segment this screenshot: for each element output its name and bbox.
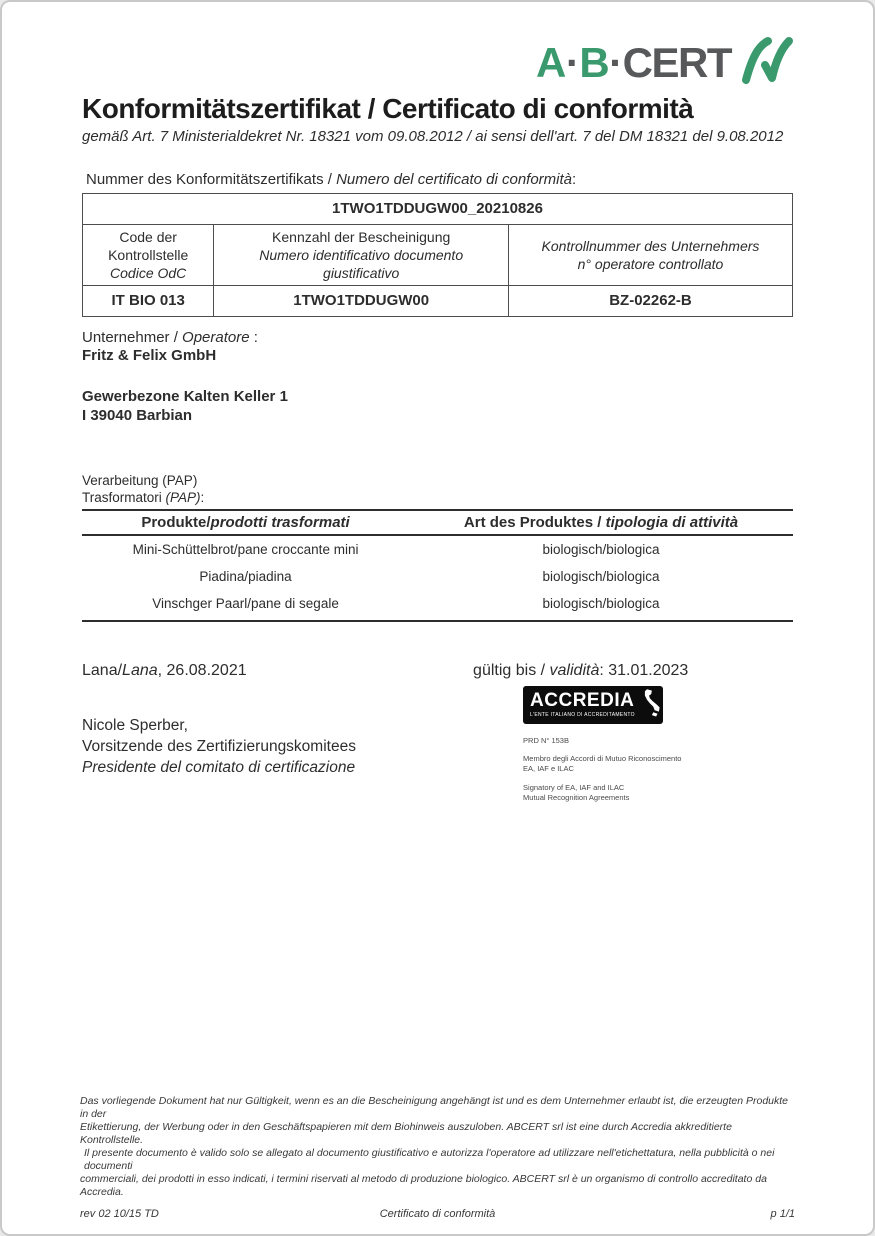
products-header-col2 <box>409 510 793 535</box>
activity-section <box>82 472 793 507</box>
product-name: Vinschger Paarl/pane di segale <box>82 590 409 621</box>
validity-label-de: gültig bis / <box>473 661 550 679</box>
cert-number-label-it: Numero del certificato di conformità <box>336 171 573 188</box>
accredia-logo-textblock <box>530 691 635 718</box>
product-type: biologisch/biologica <box>409 590 793 621</box>
header-cell-kontrollnummer <box>508 224 792 286</box>
operator-address-line2: I 39040 Barbian <box>82 406 193 424</box>
issue-row <box>82 662 793 680</box>
value-document-id: 1TWO1TDDUGW00 <box>214 286 509 317</box>
abcert-logo <box>82 36 793 89</box>
header-code-it: Codice OdC <box>110 264 187 281</box>
products-header-col1 <box>82 510 409 535</box>
signatory-role-de: Vorsitzende des Zertifizierungskomitees <box>82 737 356 755</box>
accredia-signatory-line2: Mutual Recognition Agreements <box>523 792 630 802</box>
footer-revision: rev 02 10/15 TD <box>80 1208 159 1220</box>
issue-place-de: Lana/ <box>82 661 123 679</box>
accredia-logo <box>523 686 663 724</box>
product-name: Mini-Schüttelbrot/pane croccante mini <box>132 541 359 557</box>
abcert-logo-text <box>535 38 731 86</box>
activity-label-it-colon: : <box>200 490 205 506</box>
page-title: Konformitätszertifikat / Certificato di conformità <box>82 93 694 124</box>
accreditation-block <box>473 686 793 803</box>
issue-place-it: Lana <box>122 661 158 679</box>
header-code-de: Code der Kontrollstelle <box>108 228 189 263</box>
fine-print-de-line2: Etikettierung, der Werbung oder in den Geschäftspapieren mit dem Biohinweis auszuloben. ABCERT srl ist eine durch Accredia akkreditierte Kontrollstelle. <box>80 1120 732 1146</box>
abcert-checkmark-icon <box>739 36 793 89</box>
header-kontrollnummer-de: Kontrollnummer des Unternehmers <box>541 237 760 254</box>
fine-print-it-line1: Il presente documento è valido solo se allegato al documento giustificativo e autorizza l'operatore ad utilizzare nell'etichettatura, nella pubblicità o nei documenti <box>84 1146 775 1172</box>
footer-page-number: p 1/1 <box>770 1208 795 1220</box>
info-table-value-row <box>83 286 793 317</box>
product-name: Piadina/piadina <box>199 568 292 584</box>
logo-dot: · <box>609 38 622 86</box>
issue-date: , 26.08.2021 <box>157 661 247 679</box>
legal-fine-print <box>80 1095 795 1199</box>
logo-letter-b: B <box>579 38 609 86</box>
operator-address-line1: Gewerbezone Kalten Keller 1 <box>82 388 288 406</box>
activity-label-it-pap: (PAP) <box>165 490 201 506</box>
products-header-col1-it: prodotti trasformati <box>210 513 350 531</box>
validity-label-it: validità <box>549 661 600 679</box>
accredia-membro-text <box>523 754 793 774</box>
operator-section <box>82 329 793 426</box>
signatory-name: Nicole Sperber, <box>82 716 188 734</box>
header-kennzahl-it: Numero identificativo documento giustificativo <box>259 246 464 281</box>
operator-label-de: Unternehmer / <box>82 328 183 346</box>
products-header-col1-de: Produkte/ <box>141 513 211 531</box>
certificate-number-row <box>83 194 793 225</box>
header-kennzahl-de: Kennzahl der Bescheinigung <box>272 228 451 245</box>
fine-print-de-line1: Das vorliegende Dokument hat nur Gültigkeit, wenn es an die Bescheinigung angehängt ist und es dem Unternehmer erlaubt ist, die erzeugten Produkte in der <box>80 1094 789 1120</box>
product-row <box>82 563 793 590</box>
bottom-block <box>80 1095 795 1220</box>
logo-letter-a: A <box>535 38 565 86</box>
certificate-number-value: 1TWO1TDDUGW00_20210826 <box>83 194 793 225</box>
accredia-membro-line2: EA, IAF e ILAC <box>523 764 574 774</box>
product-type: biologisch/biologica <box>542 541 660 557</box>
products-header-col2-it: tipologia di attività <box>605 513 739 531</box>
info-table-header-row <box>83 224 793 286</box>
product-row <box>82 590 793 621</box>
accredia-membro-line1: Membro degli Accordi di Mutuo Riconoscimento <box>523 754 682 764</box>
page-footer <box>80 1208 795 1220</box>
page-subtitle: gemäß Art. 7 Ministerialdekret Nr. 18321 vom 09.08.2012 / ai sensi dell'art. 7 del DM 18321 del 9.08.2012 <box>82 128 784 145</box>
header-kontrollnummer-it: n° operatore controllato <box>577 255 724 272</box>
products-table <box>82 509 793 622</box>
italy-map-icon <box>640 688 661 722</box>
certificate-info-table <box>82 193 793 317</box>
value-operator-number: BZ-02262-B <box>508 286 792 317</box>
products-header-col2-de: Art des Produktes / <box>463 513 606 531</box>
activity-label-it-prefix: Trasformatori <box>82 490 166 506</box>
footer-document-type: Certificato di conformità <box>379 1208 496 1220</box>
products-header-row <box>82 510 793 535</box>
operator-name: Fritz & Felix GmbH <box>82 347 217 365</box>
signature-block <box>82 716 473 803</box>
operator-label-colon: : <box>249 328 258 346</box>
activity-label-it <box>82 489 793 507</box>
accredia-logo-subtext: L'ENTE ITALIANO DI ACCREDITAMENTO <box>530 712 635 719</box>
logo-dot: · <box>565 38 579 86</box>
issue-place-date <box>82 662 473 680</box>
accredia-signatory-text <box>523 783 793 803</box>
cert-number-label-de: Nummer des Konformitätszertifikats / <box>86 171 337 188</box>
header-cell-code <box>83 224 214 286</box>
operator-label-it: Operatore <box>182 328 250 346</box>
product-row <box>82 535 793 563</box>
operator-label <box>82 329 793 348</box>
activity-label-de: Verarbeitung (PAP) <box>82 472 198 488</box>
fine-print-it-line2: commerciali, dei prodotti in esso indicati, i termini riservati al metodo di produzione biologico. ABCERT srl è un organismo di controllo accreditato da Accredia. <box>80 1172 767 1198</box>
validity-date: : 31.01.2023 <box>599 661 689 679</box>
validity <box>473 662 793 680</box>
product-type: biologisch/biologica <box>542 568 660 584</box>
signature-accreditation-row <box>82 680 793 803</box>
header-cell-kennzahl <box>214 224 509 286</box>
accredia-signatory-line1: Signatory of EA, IAF and ILAC <box>523 782 625 792</box>
logo-cert-text: CERT <box>622 38 731 86</box>
cert-number-label-colon: : <box>572 171 577 188</box>
accredia-logo-name: ACCREDIA <box>530 690 635 712</box>
cert-number-label <box>82 171 793 188</box>
accredia-prd-number: PRD N° 153B <box>523 735 569 745</box>
value-control-body-code: IT BIO 013 <box>83 286 214 317</box>
signatory-role-it: Presidente del comitato di certificazione <box>82 758 356 776</box>
